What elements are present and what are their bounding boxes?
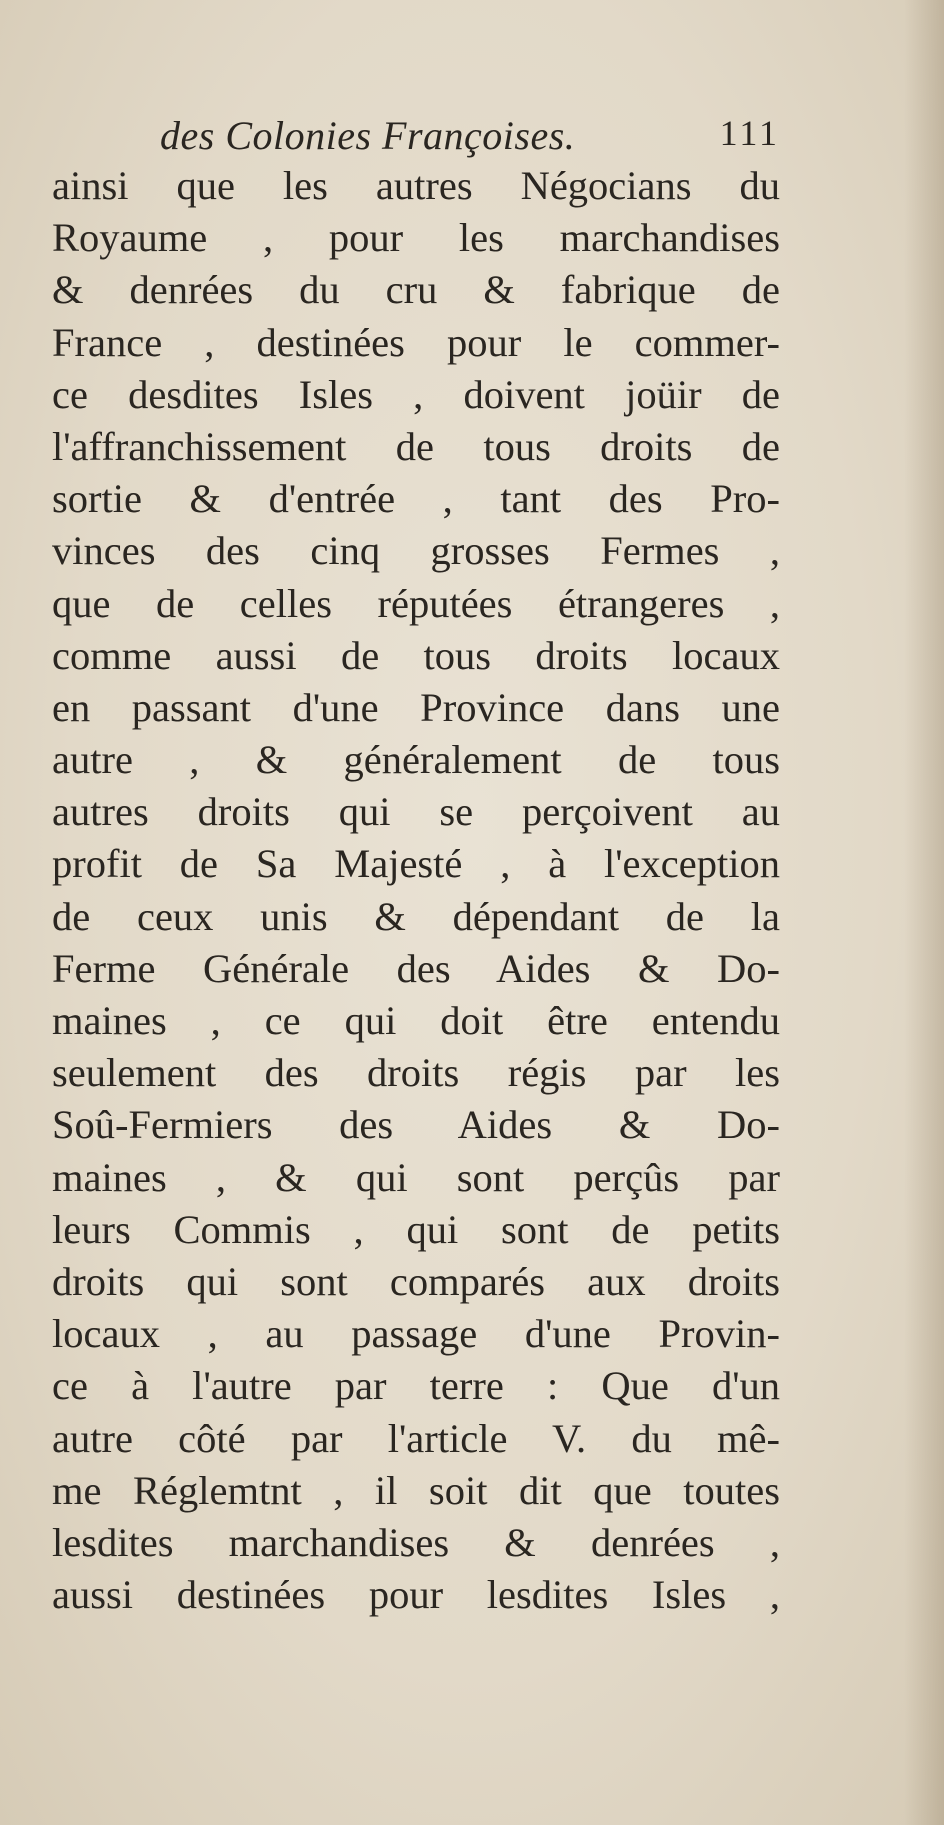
- text-line: l'affranchissement de tous droits de: [52, 423, 780, 469]
- text-line: en passant d'une Province dans une: [52, 684, 780, 730]
- text-line: leurs Commis , qui sont de petits: [52, 1206, 780, 1252]
- page-number: 111: [719, 113, 780, 153]
- text-line: maines , ce qui doit être entendu: [52, 998, 780, 1043]
- text-line: locaux , au passage d'une Provin-: [52, 1311, 780, 1357]
- text-line: Soû-Fermiers des Aides & Do-: [52, 1102, 780, 1148]
- text-line: vinces des cinq grosses Fermes ,: [52, 528, 780, 574]
- text-line: ce desdites Isles , doivent joüir de: [52, 371, 780, 417]
- text-line: ainsi que les autres Négocians du: [52, 163, 780, 208]
- text-line: lesdites marchandises & denrées ,: [52, 1519, 780, 1565]
- text-line: comme aussi de tous droits locaux: [52, 632, 780, 678]
- text-line: me Réglemtnt , il soit dit que toutes: [52, 1467, 780, 1513]
- text-line: autre , & généralement de tous: [52, 737, 780, 783]
- text-line: profit de Sa Majesté , à l'exception: [52, 841, 780, 887]
- text-line: autres droits qui se perçoivent au: [52, 789, 780, 835]
- text-line: maines , & qui sont perçûs par: [52, 1154, 780, 1200]
- text-line: France , destinées pour le commer-: [52, 319, 780, 365]
- text-line: ce à l'autre par terre : Que d'un: [52, 1363, 780, 1409]
- text-line: aussi destinées pour lesdites Isles ,: [52, 1572, 780, 1618]
- text-line: Ferme Générale des Aides & Do-: [52, 945, 780, 991]
- text-line: droits qui sont comparés aux droits: [52, 1258, 780, 1304]
- text-line: sortie & d'entrée , tant des Pro-: [52, 476, 780, 522]
- running-title: des Colonies Françoises.: [160, 113, 576, 158]
- text-line: & denrées du cru & fabrique de: [52, 267, 780, 313]
- text-line: que de celles réputées étrangeres ,: [52, 580, 780, 626]
- text-line: de ceux unis & dépendant de la: [52, 893, 780, 939]
- body-text: [52, 160, 780, 1621]
- text-line: autre côté par l'article V. du mê-: [52, 1415, 780, 1461]
- text-line: Royaume , pour les marchandises: [52, 215, 780, 261]
- text-line: seulement des droits régis par les: [52, 1050, 780, 1096]
